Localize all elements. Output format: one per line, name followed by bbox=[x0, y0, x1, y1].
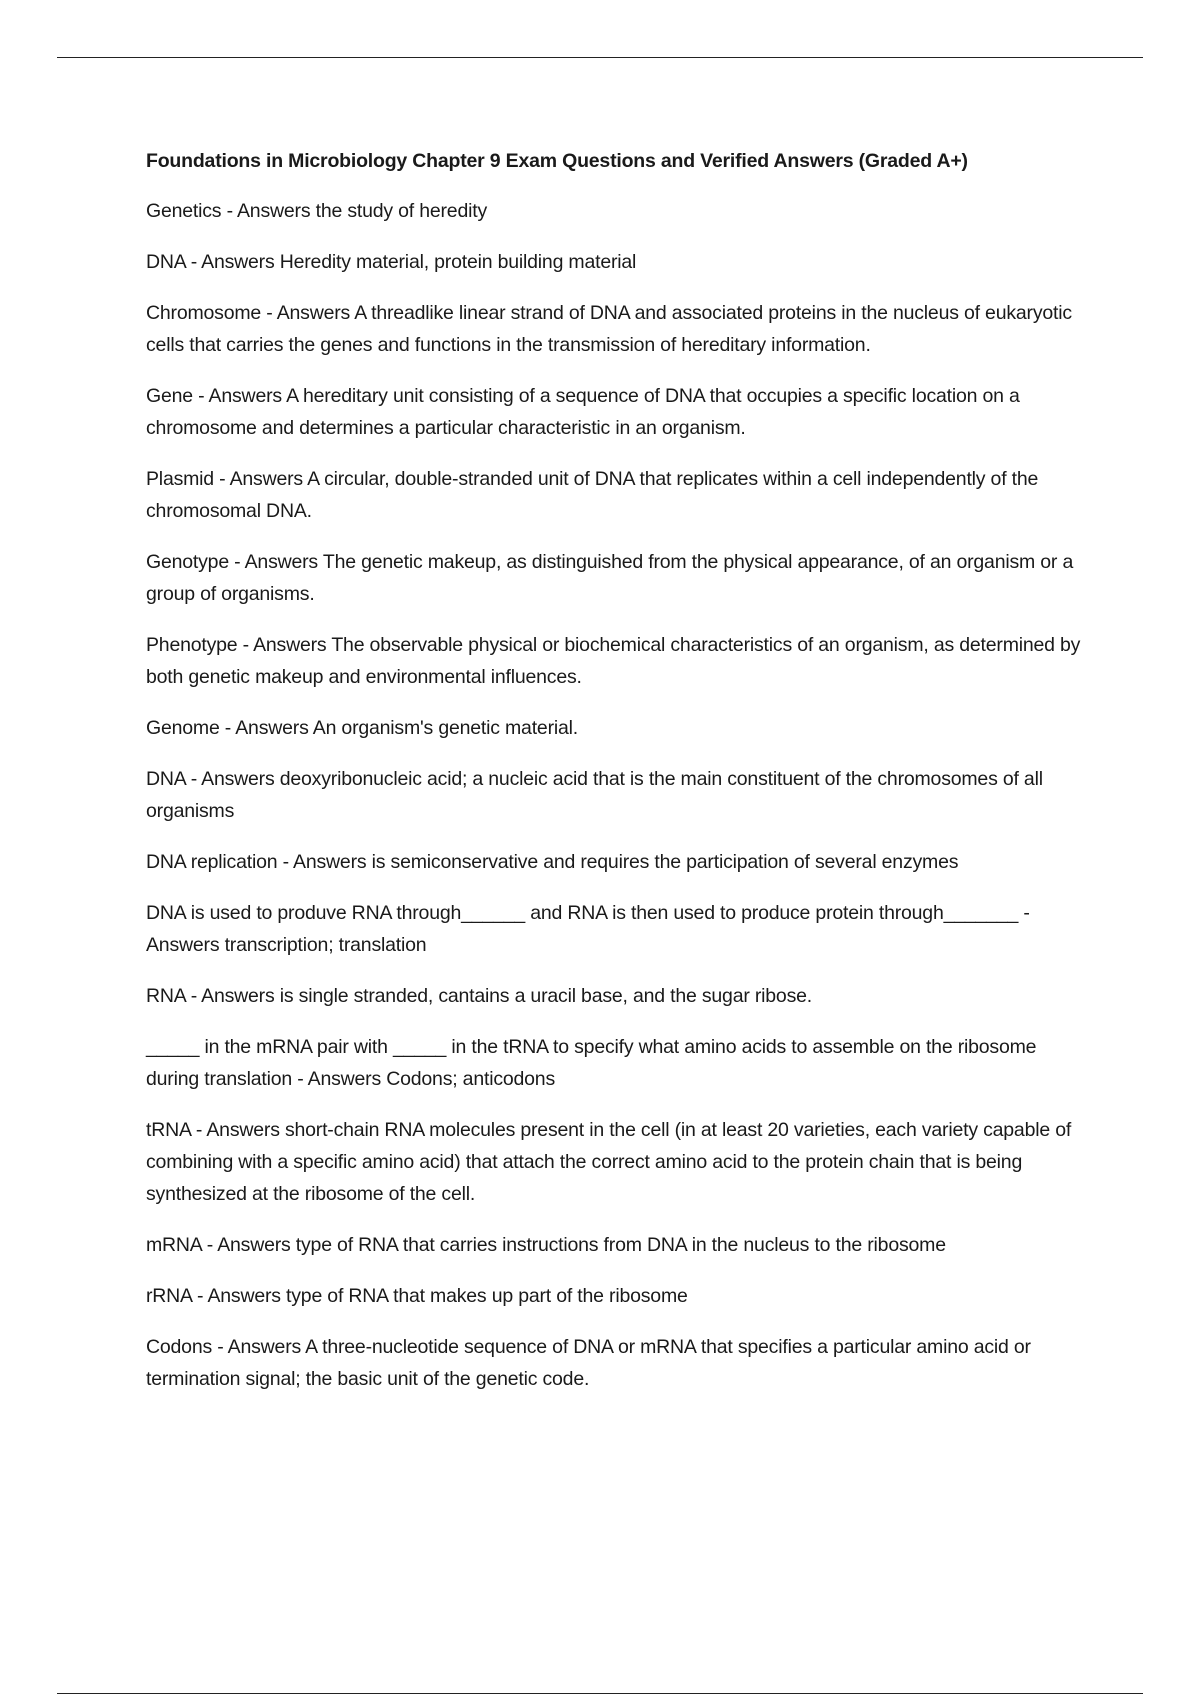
header-divider bbox=[57, 57, 1143, 58]
document-body bbox=[146, 145, 1091, 1414]
qa-entry-codons-anticodons: _____ in the mRNA pair with _____ in the tRNA to specify what amino acids to assemble on the ribosome during translation - Answers Codons; anticodons bbox=[146, 1036, 1037, 1090]
qa-entry-rna: RNA - Answers is single stranded, cantains a uracil base, and the sugar ribose. bbox=[146, 985, 812, 1007]
qa-entry-rrna: rRNA - Answers type of RNA that makes up part of the ribosome bbox=[146, 1285, 688, 1307]
qa-entry-genome: Genome - Answers An organism's genetic material. bbox=[146, 717, 578, 739]
qa-entry-codons: Codons - Answers A three-nucleotide sequence of DNA or mRNA that specifies a particular amino acid or termination signal; the basic unit of the genetic code. bbox=[146, 1336, 1031, 1390]
qa-entry-genetics: Genetics - Answers the study of heredity bbox=[146, 200, 488, 222]
footer-divider bbox=[57, 1693, 1143, 1694]
qa-entry-chromosome: Chromosome - Answers A threadlike linear strand of DNA and associated proteins in the nucleus of eukaryotic cells that carries the genes and functions in the transmission of hereditary information. bbox=[146, 302, 1072, 356]
qa-entry-transcription-translation: DNA is used to produve RNA through______ and RNA is then used to produce protein through_______ - Answers transcription; translation bbox=[146, 902, 1030, 956]
document-title: Foundations in Microbiology Chapter 9 Exam Questions and Verified Answers (Graded A+) bbox=[146, 150, 968, 172]
qa-entry-phenotype: Phenotype - Answers The observable physical or biochemical characteristics of an organism, as determined by both genetic makeup and environmental influences. bbox=[146, 634, 1081, 688]
qa-entry-mrna: mRNA - Answers type of RNA that carries instructions from DNA in the nucleus to the ribosome bbox=[146, 1234, 946, 1256]
qa-entry-trna: tRNA - Answers short-chain RNA molecules present in the cell (in at least 20 varieties, each variety capable of combining with a specific amino acid) that attach the correct amino acid to the protein chain that is being synthesized at the ribosome of the cell. bbox=[146, 1119, 1072, 1205]
qa-entry-plasmid: Plasmid - Answers A circular, double-stranded unit of DNA that replicates within a cell independently of the chromosomal DNA. bbox=[146, 468, 1039, 522]
qa-entry-dna-replication: DNA replication - Answers is semiconservative and requires the participation of several enzymes bbox=[146, 851, 959, 873]
qa-entry-dna-definition: DNA - Answers deoxyribonucleic acid; a nucleic acid that is the main constituent of the chromosomes of all organisms bbox=[146, 768, 1043, 822]
qa-entry-gene: Gene - Answers A hereditary unit consisting of a sequence of DNA that occupies a specific location on a chromosome and determines a particular characteristic in an organism. bbox=[146, 385, 1020, 439]
qa-entry-genotype: Genotype - Answers The genetic makeup, as distinguished from the physical appearance, of an organism or a group of organisms. bbox=[146, 551, 1074, 605]
qa-entry-dna: DNA - Answers Heredity material, protein building material bbox=[146, 251, 637, 273]
